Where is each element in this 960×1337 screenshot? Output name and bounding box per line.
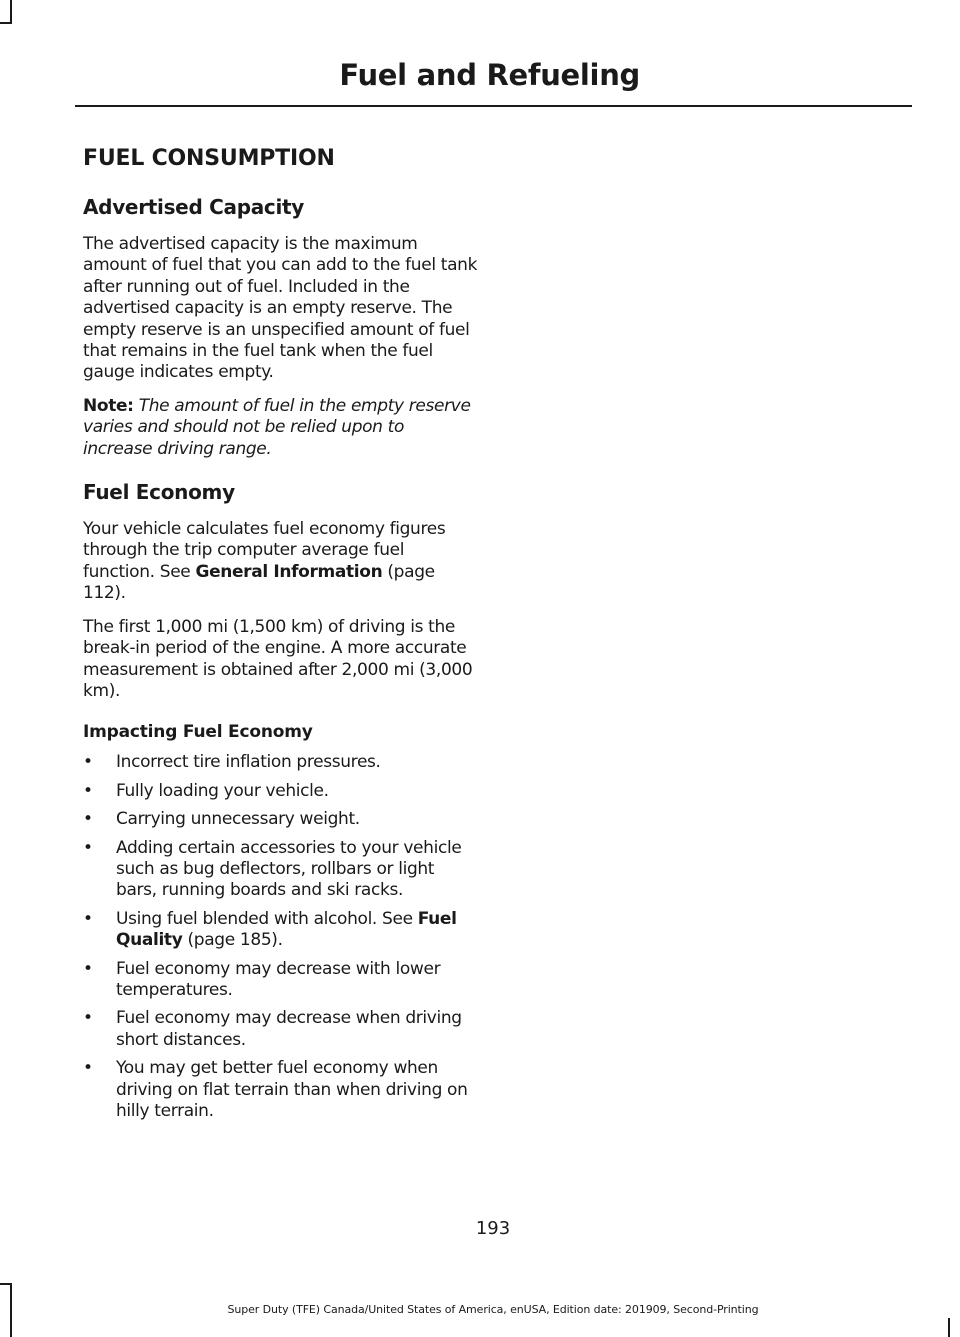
heading-fuel-economy: Fuel Economy [83,480,235,505]
list-item [83,809,478,830]
list-item [83,1058,478,1122]
bullet-marker: • [83,780,93,801]
list-item [83,959,478,1002]
footer-edition-info: Super Duty (TFE) Canada/United States of America, enUSA, Edition date: 201909, Second-Printing [227,1303,759,1316]
advertised-capacity-note [83,396,478,460]
section-title: Fuel and Refueling [339,58,640,92]
list-item [83,1008,478,1051]
list-item [83,909,478,952]
crop-mark-bottom-left-horizontal [0,1283,12,1285]
list-item [83,781,478,802]
list-item-text: Fuel economy may decrease when driving short distances. [116,1008,462,1050]
list-item [83,838,478,902]
crop-mark-top-left-horizontal [0,22,12,24]
note-label: Note: [83,395,134,416]
list-item-text: Fully loading your vehicle. [116,780,329,801]
bullet-marker: • [83,1058,93,1079]
bullet-marker: • [83,752,93,773]
list-item-text: Incorrect tire inflation pressures. [116,752,381,773]
fuel-quality-link[interactable]: Fuel Quality [116,908,457,951]
advertised-capacity-body: The advertised capacity is the maximum amount of fuel that you can add to the fuel tank after running out of fuel. Included in the advertised capacity is an empty reserve. The empty reserve is an unspecified amount of fuel that remains in the fuel tank when the fuel gauge indicates empty. [83,234,478,383]
note-text: The amount of fuel in the empty reserve varies and should not be relied upon to increase driving range. [83,395,471,459]
bullet-marker: • [83,1008,93,1029]
bullet-marker: • [83,809,93,830]
crop-mark-bottom-right-vertical [948,1318,950,1337]
heading-fuel-consumption: FUEL CONSUMPTION [83,146,335,171]
fuel-economy-body-1 [83,519,478,605]
impacting-fuel-economy-list [83,752,478,1122]
bullet-marker: • [83,958,93,979]
list-item-text: Carrying unnecessary weight. [116,809,360,830]
list-item-text: Fuel economy may decrease with lower temperatures. [116,958,441,1000]
list-item [83,752,478,773]
list-item-text: Using fuel blended with alcohol. See [116,908,418,929]
fuel-economy-body-1-page-ref: (page 112). [83,561,435,604]
list-item-text: You may get better fuel economy when driving on flat terrain than when driving on hilly terrain. [116,1058,468,1121]
crop-mark-top-left-vertical [10,0,12,24]
list-item-text: Adding certain accessories to your vehicle such as bug deflectors, rollbars or light bars, running boards and ski racks. [116,837,462,901]
heading-impacting-fuel-economy: Impacting Fuel Economy [83,722,313,743]
fuel-quality-page-ref: (page 185). [182,930,283,951]
heading-advertised-capacity: Advertised Capacity [83,195,305,219]
header-rule [75,105,912,107]
fuel-economy-body-1-text: Your vehicle calculates fuel economy figures through the trip computer average fuel function. See [83,519,446,582]
bullet-marker: • [83,908,93,929]
fuel-economy-body-2: The first 1,000 mi (1,500 km) of driving is the break-in period of the engine. A more accurate measurement is obtained after 2,000 mi (3,000 km). [83,616,473,701]
main-content [83,146,478,1129]
general-information-link[interactable]: General Information [195,561,383,582]
page-number: 193 [475,1218,511,1239]
bullet-marker: • [83,837,93,858]
